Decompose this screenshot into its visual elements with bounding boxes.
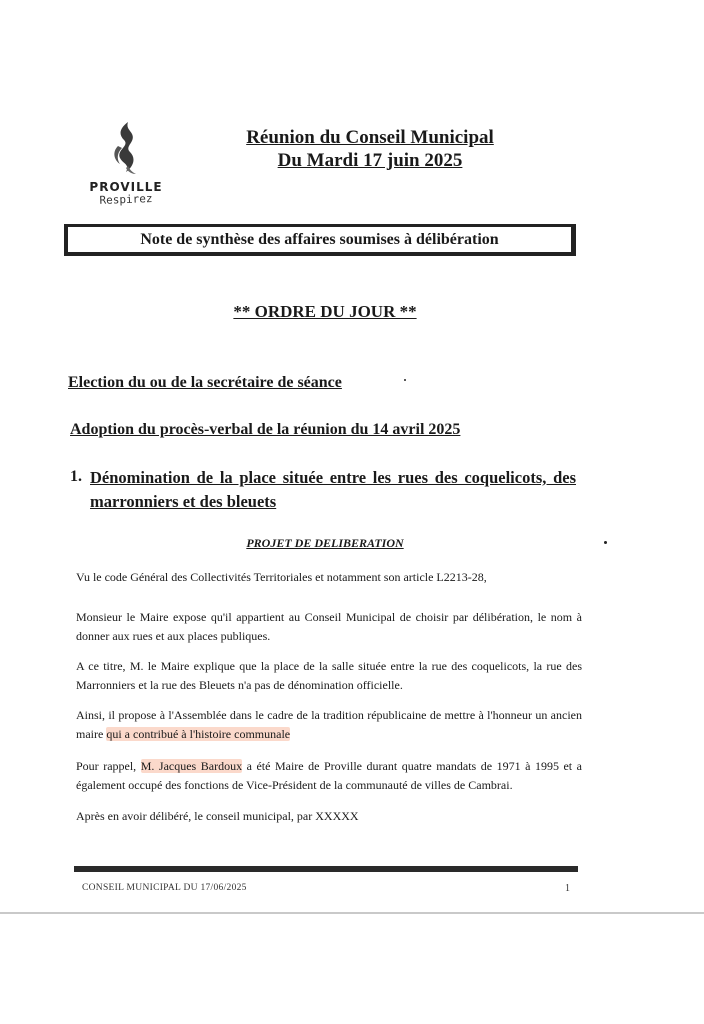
meeting-date: Du Mardi 17 juin 2025 [277,150,463,171]
heading-election: Election du ou de la secrétaire de séance [68,374,342,391]
paragraph-proposition [76,706,582,744]
proville-logo [78,120,174,206]
logo-tagline: Respirez [99,192,153,207]
paragraph-text: a été Maire de Proville durant quatre mandats de 1971 à 1995 et a également occupé des fonctions de Vice-Président de la communauté de villes de Cambrai. [76,759,582,792]
paragraph-expose: Monsieur le Maire expose qu'il appartient au Conseil Municipal de choisir par délibération, le nom à donner aux rues et aux places publiques. [76,610,582,643]
paragraph-conclusion: Après en avoir délibéré, le conseil municipal, par XXXXX [76,809,359,823]
paragraph-rappel [76,757,582,795]
footer-meeting-ref: CONSEIL MUNICIPAL DU 17/06/2025 [82,883,247,893]
highlighted-text: qui a contribué à l'histoire communale [106,727,291,741]
item-title: Dénomination de la place située entre les rues des coquelicots, des marronniers et des bleuets [90,468,576,511]
synthesis-label: Note de synthèse des affaires soumises à délibération [140,230,499,248]
scan-page-edge [0,912,704,914]
scan-speck [604,541,607,544]
scan-speck [404,379,406,381]
footer-divider [74,866,578,872]
page-number: 1 [565,883,570,894]
flame-emblem-icon [106,120,146,178]
meeting-title: Réunion du Conseil Municipal [246,127,494,148]
highlighted-name: M. Jacques Bardoux [140,759,243,773]
heading-adoption: Adoption du procès-verbal de la réunion du 14 avril 2025 [70,421,461,438]
logo-name: PROVILLE [89,180,163,194]
paragraph-code: Vu le code Général des Collectivités Territoriales et notamment son article L2213-28, [76,570,487,584]
item-number: 1. [70,468,82,485]
agenda-heading: ** ORDRE DU JOUR ** [233,302,417,321]
paragraph-text: Ainsi, il propose à l'Assemblée dans le cadre de la tradition républicaine de mettre à l'honneur un ancien maire [76,708,582,741]
paragraph-text: Pour rappel, [76,759,141,773]
synthesis-box [64,224,576,256]
projet-label: PROJET DE DELIBERATION [246,536,404,550]
paragraph-a-ce-titre: A ce titre, M. le Maire explique que la place de la salle située entre la rue des coquelicots, la rue des Marronniers et la rue des Bleuets n'a pas de dénomination officielle. [76,659,582,692]
